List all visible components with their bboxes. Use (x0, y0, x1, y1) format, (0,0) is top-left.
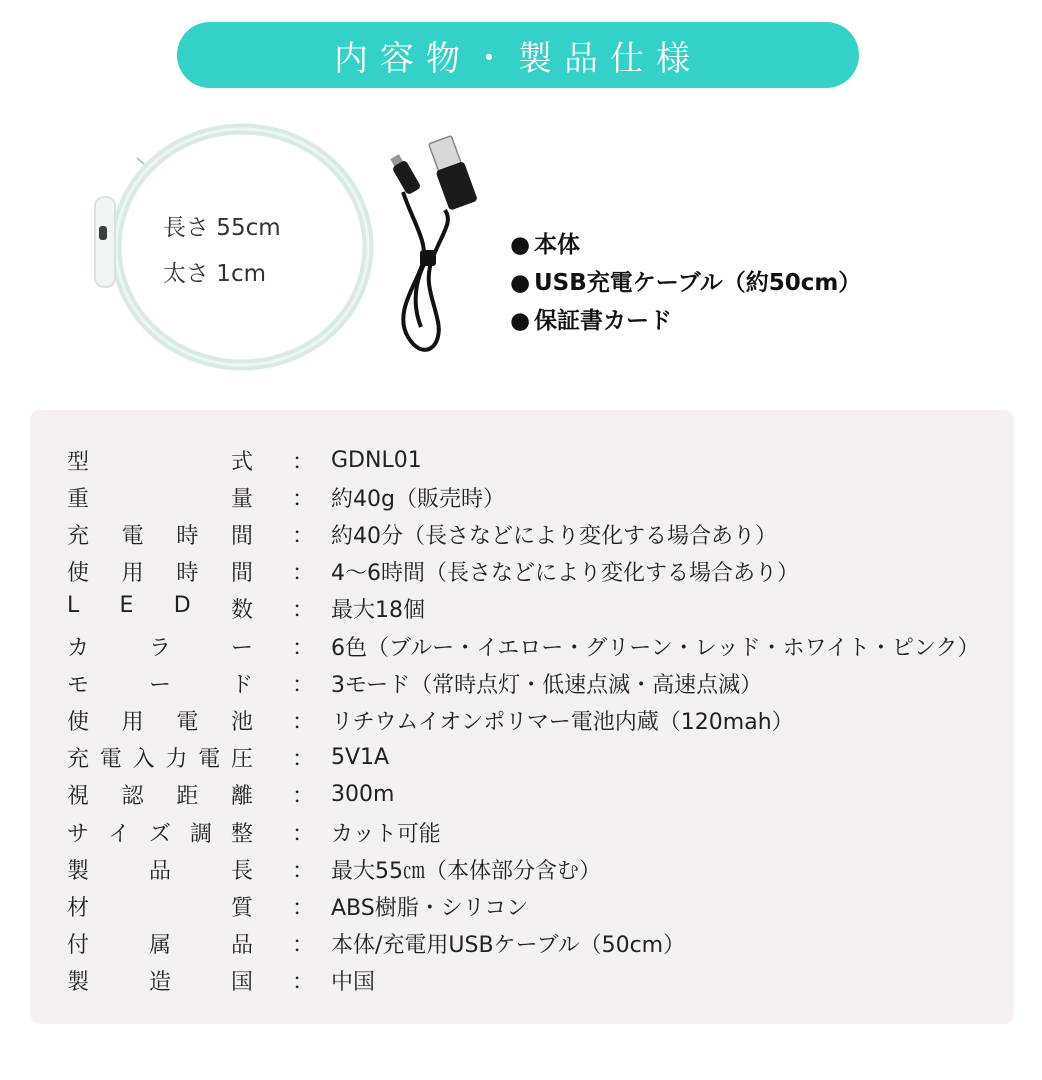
spec-colon: ： (291, 970, 314, 996)
spec-value: GDNL01 (331, 447, 422, 473)
spec-colon: ： (291, 784, 314, 810)
thickness-label: 太さ 1cm (163, 261, 266, 287)
spec-row (67, 851, 601, 887)
spec-value: 6色（ブルー・イエロー・グリーン・レッド・ホワイト・ピンク） (331, 635, 980, 661)
contents-item: ● 本体 (510, 226, 861, 264)
spec-label: カ ラ ー (67, 635, 253, 661)
spec-value: 中国 (331, 970, 376, 996)
spec-label: 充 電 時 間 (67, 523, 253, 549)
spec-colon: ： (291, 635, 314, 661)
spec-row (67, 442, 422, 478)
length-label: 長さ 55cm (163, 215, 281, 241)
spec-value: ABS樹脂・シリコン (331, 895, 529, 921)
spec-row (67, 888, 528, 924)
bullet-icon: ● (510, 308, 531, 334)
contents-item: ● 保証書カード (510, 302, 861, 340)
spec-table (30, 410, 1014, 1024)
spec-value: リチウムイオンポリマー電池内蔵（120mah） (331, 709, 794, 735)
power-button-icon (99, 226, 107, 240)
spec-value: 本体/充電用USBケーブル（50cm） (331, 933, 686, 959)
spec-row (67, 665, 762, 701)
spec-label: 視 認 距 離 (67, 784, 253, 810)
spec-row (67, 814, 441, 850)
spec-colon: ： (291, 523, 314, 549)
section-title: 内容物・製品仕様 (334, 38, 702, 79)
spec-label: L E D 数 (67, 593, 253, 624)
spec-label: モ ー ド (67, 672, 253, 698)
spec-value: 3モード（常時点灯・低速点滅・高速点滅） (331, 672, 763, 698)
spec-row (67, 554, 799, 590)
spec-label: 型 式 (67, 449, 253, 475)
spec-colon: ： (291, 672, 314, 698)
spec-row (67, 628, 979, 664)
spec-row (67, 777, 394, 813)
spec-colon: ： (291, 895, 314, 921)
spec-row (67, 702, 794, 738)
usb-cable-image (383, 132, 493, 352)
spec-label: 使 用 時 間 (67, 561, 253, 587)
spec-value: 最大18個 (331, 598, 425, 624)
spec-value: 4〜6時間（長さなどにより変化する場合あり） (331, 561, 799, 587)
spec-colon: ： (291, 486, 314, 512)
spec-colon: ： (291, 747, 314, 773)
spec-label: 重 量 (67, 486, 253, 512)
product-dimensions (163, 205, 281, 297)
collar-clasp (95, 197, 115, 287)
spec-colon: ： (291, 449, 314, 475)
spec-value: カット可能 (331, 821, 441, 847)
bullet-icon: ● (510, 232, 531, 258)
spec-row (67, 591, 425, 627)
spec-value: 最大55㎝（本体部分含む） (331, 858, 601, 884)
spec-label: 付 属 品 (67, 933, 253, 959)
spec-value: 約40g（販売時） (331, 486, 505, 512)
spec-row (67, 516, 777, 552)
spec-row (67, 479, 505, 515)
spec-label: サ イ ズ 調 整 (67, 821, 253, 847)
spec-colon: ： (291, 933, 314, 959)
spec-label: 製 品 長 (67, 858, 253, 884)
package-contents (510, 226, 861, 340)
spec-row (67, 926, 685, 962)
spec-row (67, 740, 389, 776)
spec-label: 材 質 (67, 895, 253, 921)
spec-label: 使 用 電 池 (67, 709, 253, 735)
spec-colon: ： (291, 709, 314, 735)
section-title-banner (177, 22, 859, 88)
spec-colon: ： (291, 821, 314, 847)
spec-colon: ： (291, 858, 314, 884)
spec-value: 5V1A (331, 745, 390, 771)
spec-colon: ： (291, 598, 314, 624)
spec-value: 約40分（長さなどにより変化する場合あり） (331, 523, 777, 549)
spec-value: 300m (331, 782, 395, 808)
contents-item: ● USB充電ケーブル（約50cm） (510, 264, 861, 302)
spec-label: 製 造 国 (67, 970, 253, 996)
spec-colon: ： (291, 561, 314, 587)
spec-label: 充 電 入 力 電 圧 (67, 747, 253, 773)
spec-row (67, 963, 375, 999)
bullet-icon: ● (510, 270, 531, 296)
